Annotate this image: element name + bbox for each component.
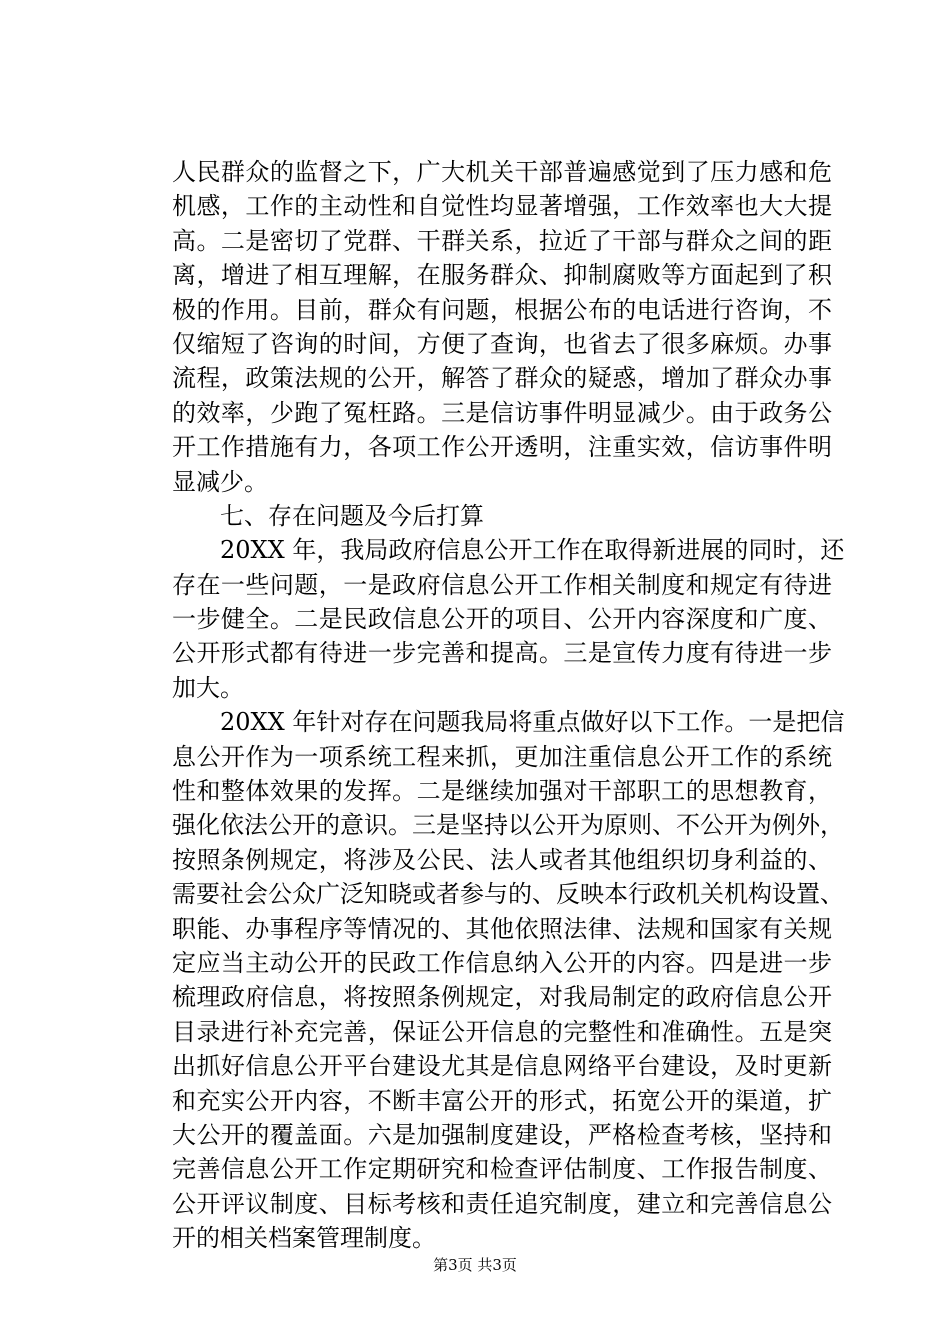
text-line: 强化依法公开的意识。三是坚持以公开为原则、不公开为例外， [172,811,844,840]
text-line: 一步健全。二是民政信息公开的项目、公开内容深度和广度、 [172,605,832,634]
text-line: 20XX 年，我局政府信息公开工作在取得新进展的同时，还 [220,536,845,565]
text-line: 高。二是密切了党群、干群关系，拉近了干部与群众之间的距 [172,226,832,255]
text-line: 显减少。 [172,467,268,496]
text-line: 20XX 年针对存在问题我局将重点做好以下工作。一是把信 [220,708,845,737]
text-line: 公开评议制度、目标考核和责任追究制度，建立和完善信息公 [172,1189,832,1218]
text-line: 开工作措施有力，各项工作公开透明，注重实效，信访事件明 [172,433,832,462]
text-line: 需要社会公众广泛知晓或者参与的、反映本行政机关机构设置、 [172,880,844,909]
text-line: 按照条例规定，将涉及公民、法人或者其他组织切身利益的、 [172,845,832,874]
text-line: 七、存在问题及今后打算 [220,501,484,530]
text-line: 人民群众的监督之下，广大机关干部普遍感觉到了压力感和危 [172,158,832,186]
text-line: 公开形式都有待进一步完善和提高。三是宣传力度有待进一步 [172,639,832,668]
text-line: 大公开的覆盖面。六是加强制度建设，严格检查考核，坚持和 [172,1120,832,1149]
document-body [172,155,845,1256]
text-line: 性和整体效果的发挥。二是继续加强对干部职工的思想教育， [172,777,832,806]
text-line: 完善信息公开工作定期研究和检查评估制度、工作报告制度、 [172,1155,832,1184]
text-line: 职能、办事程序等情况的、其他依照法律、法规和国家有关规 [172,914,832,943]
text-line: 离，增进了相互理解，在服务群众、抑制腐败等方面起到了积 [172,261,832,290]
text-line: 息公开作为一项系统工程来抓，更加注重信息公开工作的系统 [172,742,832,771]
text-line: 机感，工作的主动性和自觉性均显著增强，工作效率也大大提 [172,192,832,221]
text-line: 出抓好信息公开平台建设尤其是信息网络平台建设，及时更新 [172,1052,832,1081]
text-line: 极的作用。目前，群众有问题，根据公布的电话进行咨询，不 [172,295,832,324]
text-line: 的效率，少跑了冤枉路。三是信访事件明显减少。由于政务公 [172,398,832,427]
text-line: 定应当主动公开的民政工作信息纳入公开的内容。四是进一步 [172,948,832,977]
paragraph [172,155,832,499]
paragraph [172,499,832,533]
paragraph [172,533,845,705]
text-line: 和充实公开内容，不断丰富公开的形式，拓宽公开的渠道，扩 [172,1086,832,1115]
text-line: 存在一些问题，一是政府信息公开工作相关制度和规定有待进 [172,570,832,599]
text-line: 梳理政府信息，将按照条例规定，对我局制定的政府信息公开 [172,983,832,1012]
text-line: 流程，政策法规的公开，解答了群众的疑惑，增加了群众办事 [172,364,832,393]
text-line: 加大。 [172,673,244,702]
page-footer: 第3页 共3页 [433,1256,517,1274]
text-line: 开的相关档案管理制度。 [172,1224,436,1253]
text-line: 目录进行补充完善，保证公开信息的完整性和准确性。五是突 [172,1017,832,1046]
text-line: 仅缩短了咨询的时间，方便了查询，也省去了很多麻烦。办事 [172,329,832,358]
paragraph [172,705,845,1255]
